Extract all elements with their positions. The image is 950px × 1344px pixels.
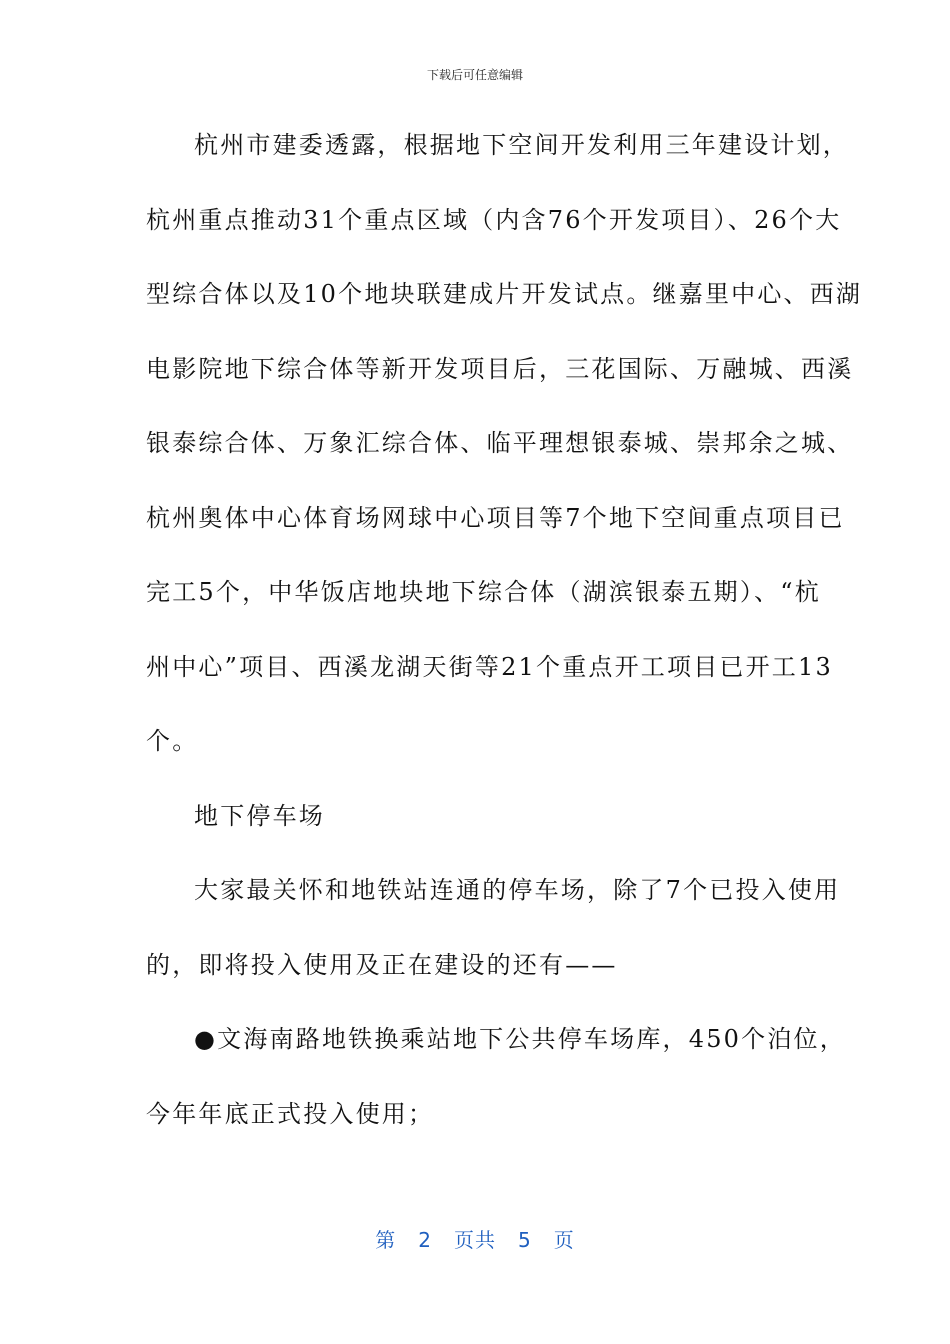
page-footer [0, 1224, 950, 1253]
section-heading: 地下停车场 [194, 801, 325, 830]
paragraph-line: 大家最关怀和地铁站连通的停车场，除了7个已投入使用 [194, 876, 841, 904]
paragraph-line: 杭州市建委透露，根据地下空间开发利用三年建设计划， [194, 131, 849, 159]
paragraph-line: 个。 [146, 727, 199, 755]
page-number: 2 [418, 1228, 432, 1252]
paragraph-line: 杭州奥体中心体育场网球中心项目等7个地下空间重点项目已 [146, 503, 845, 532]
paragraph-line: 州中心”项目、西溪龙湖天街等21个重点开工项目已开工13 [146, 652, 833, 681]
paragraph-line: 银泰综合体、万象汇综合体、临平理想银泰城、崇邦余之城、 [146, 429, 854, 457]
bullet-line: ●文海南路地铁换乘站地下公共停车场库，450个泊位， [194, 1025, 846, 1053]
paragraph-line: 杭州重点推动31个重点区域（内含76个开发项目）、26个大 [146, 205, 842, 234]
page-suffix: 页 [553, 1228, 575, 1252]
paragraph-line: 的，即将投入使用及正在建设的还有—— [146, 950, 618, 979]
paragraph-line: 型综合体以及10个地块联建成片开发试点。继嘉里中心、西湖 [146, 280, 863, 308]
header-note: 下载后可任意编辑 [426, 68, 523, 82]
document-body [146, 120, 863, 1163]
page-total: 5 [518, 1228, 532, 1252]
paragraph-line: 电影院地下综合体等新开发项目后，三花国际、万融城、西溪 [146, 354, 854, 383]
page-prefix: 第 [375, 1228, 397, 1252]
page-mid: 页共 [454, 1228, 496, 1252]
paragraph-line: 完工5个，中华饭店地块地下综合体（湖滨银泰五期）、“杭 [146, 578, 821, 606]
paragraph-line: 今年年底正式投入使用； [146, 1099, 435, 1128]
